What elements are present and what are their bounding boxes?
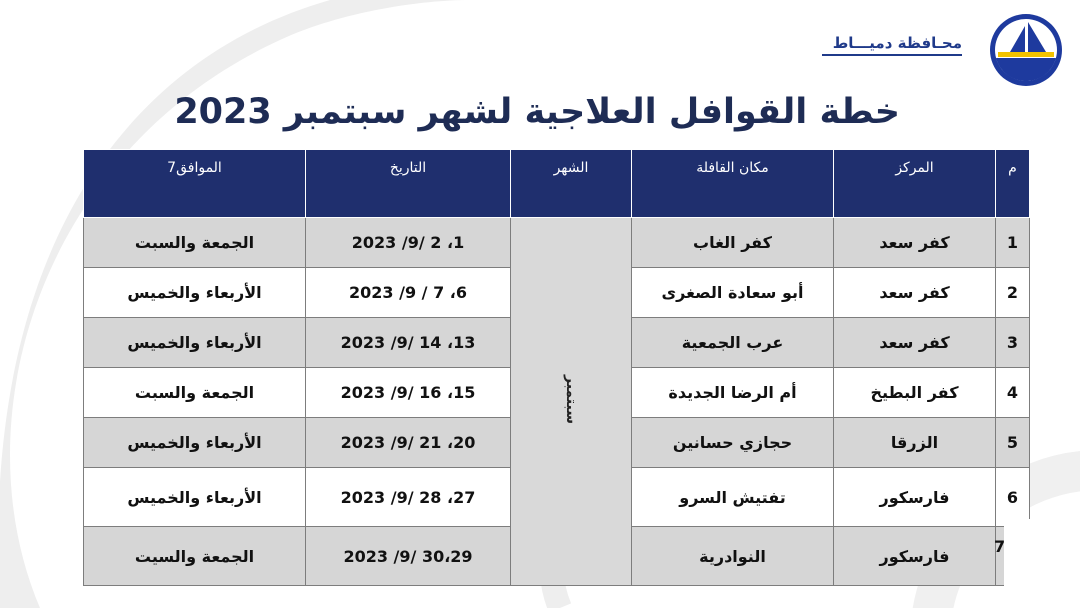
cell-date: 15، 16 /9/ 2023: [306, 368, 511, 418]
cell-day: الأربعاء والخميس: [84, 418, 306, 468]
cell-day: الجمعة والسيت: [84, 527, 306, 586]
cell-date: 1، 2 /9/ 2023: [306, 218, 511, 268]
cell-day: الأربعاء والخميس: [84, 268, 306, 318]
header-date: التاريخ: [306, 150, 511, 218]
page-title: خطة القوافل العلاجية لشهر سبتمبر 2023: [174, 92, 900, 132]
cell-center: فارسكور: [834, 468, 996, 527]
cell-center: فارسكور: [834, 527, 996, 586]
governorate-logo: [984, 12, 1068, 88]
row-7-number: 7: [994, 537, 1006, 556]
header-center: المركز: [834, 150, 996, 218]
header-day: الموافق7: [84, 150, 306, 218]
cell-location: كفر الغاب: [632, 218, 834, 268]
governorate-underline: [822, 54, 962, 56]
cell-center: الزرقا: [834, 418, 996, 468]
cell-date: 20، 21 /9/ 2023: [306, 418, 511, 468]
governorate-name: محـافظة دميـــاط: [832, 34, 962, 52]
cell-month: [511, 218, 632, 586]
cell-num: 2: [996, 268, 1030, 318]
cell-day: الأربعاء والخميس: [84, 318, 306, 368]
cell-num: 4: [996, 368, 1030, 418]
header-num: م: [996, 150, 1030, 218]
cell-location: النوادرية: [632, 527, 834, 586]
cell-location: حجازي حسانين: [632, 418, 834, 468]
cell-num: 1: [996, 218, 1030, 268]
header-month: الشهر: [511, 150, 632, 218]
cell-location: أم الرضا الجديدة: [632, 368, 834, 418]
cell-date: 13، 14 /9/ 2023: [306, 318, 511, 368]
table-corner-cover: [1004, 519, 1034, 589]
caravans-table: [83, 149, 1030, 586]
cell-date: 27، 28 /9/ 2023: [306, 468, 511, 527]
cell-day: الجمعة والسبت: [84, 218, 306, 268]
cell-day: الأربعاء والخميس: [84, 468, 306, 527]
header-location: مكان القافلة: [632, 150, 834, 218]
cell-location: أبو سعادة الصغرى: [632, 268, 834, 318]
cell-center: كفر سعد: [834, 318, 996, 368]
month-label: سبتمبر: [563, 374, 579, 424]
cell-date: 6، 7 / 9/ 2023: [306, 268, 511, 318]
table-header-row: [84, 150, 1030, 218]
cell-day: الجمعة والسبت: [84, 368, 306, 418]
cell-center: كفر البطيخ: [834, 368, 996, 418]
cell-num: 3: [996, 318, 1030, 368]
cell-num: 5: [996, 418, 1030, 468]
cell-date: 30،29 /9/ 2023: [306, 527, 511, 586]
cell-location: عرب الجمعية: [632, 318, 834, 368]
cell-location: تفتيش السرو: [632, 468, 834, 527]
cell-center: كفر سعد: [834, 268, 996, 318]
table-row: [84, 218, 1030, 268]
cell-num: 6: [996, 468, 1030, 527]
cell-center: كفر سعد: [834, 218, 996, 268]
